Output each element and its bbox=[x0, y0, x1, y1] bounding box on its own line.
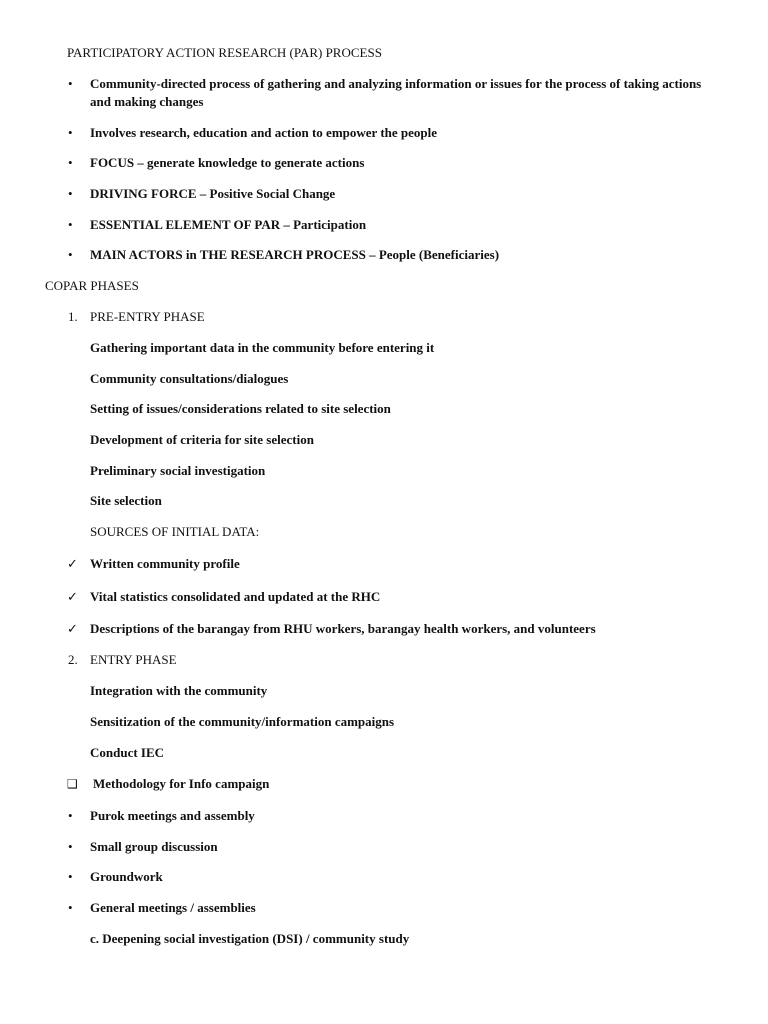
copar-title: COPAR PHASES bbox=[45, 278, 139, 293]
phase1-item-2: Community consultations/dialogues bbox=[90, 371, 289, 386]
par-bullet-5: ESSENTIAL ELEMENT OF PAR – Participation bbox=[90, 217, 367, 232]
par-bullet-4: DRIVING FORCE – Positive Social Change bbox=[90, 186, 336, 201]
phase1-item-4: Development of criteria for site selection bbox=[90, 432, 314, 447]
bullet: • bbox=[68, 155, 73, 170]
bullet: • bbox=[68, 125, 73, 140]
bullet: • bbox=[68, 900, 73, 915]
method-title: Methodology for Info campaign bbox=[93, 776, 270, 791]
phase2-item-3: Conduct IEC bbox=[90, 745, 165, 760]
method-item-1: Purok meetings and assembly bbox=[90, 808, 255, 823]
par-bullet-2: Involves research, education and action to empower the people bbox=[90, 125, 438, 140]
phase1-title: PRE-ENTRY PHASE bbox=[90, 309, 205, 324]
par-bullet-6: MAIN ACTORS in THE RESEARCH PROCESS – People (Beneficiaries) bbox=[90, 247, 500, 262]
bullet: • bbox=[68, 217, 73, 232]
bullet: • bbox=[68, 247, 73, 262]
source-item-1: Written community profile bbox=[90, 556, 240, 571]
phase2-number: 2. bbox=[68, 652, 78, 667]
method-item-2: Small group discussion bbox=[90, 839, 218, 854]
source-item-2: Vital statistics consolidated and updated at the RHC bbox=[90, 589, 381, 604]
par-bullet-3: FOCUS – generate knowledge to generate actions bbox=[90, 155, 365, 170]
bullet: • bbox=[68, 839, 73, 854]
bullet: • bbox=[68, 76, 73, 91]
bullet: • bbox=[68, 186, 73, 201]
method-item-3: Groundwork bbox=[90, 869, 163, 884]
source-item-3: Descriptions of the barangay from RHU workers, barangay health workers, and volunteers bbox=[90, 621, 596, 636]
sources-title: SOURCES OF INITIAL DATA: bbox=[90, 524, 260, 539]
method-item-4: General meetings / assemblies bbox=[90, 900, 256, 915]
phase1-item-5: Preliminary social investigation bbox=[90, 463, 266, 478]
checkmark-icon: ✓ bbox=[67, 556, 78, 571]
par-bullet-1: Community-directed process of gathering and analyzing information or issues for the process of taking actions and making changes bbox=[90, 76, 702, 109]
phase2-title: ENTRY PHASE bbox=[90, 652, 177, 667]
phase1-item-6: Site selection bbox=[90, 493, 162, 508]
phase1-item-1: Gathering important data in the community before entering it bbox=[90, 340, 435, 355]
phase2-item-2: Sensitization of the community/information campaigns bbox=[90, 714, 395, 729]
checkmark-icon: ✓ bbox=[67, 589, 78, 604]
phase2-item-1: Integration with the community bbox=[90, 683, 268, 698]
phase1-number: 1. bbox=[68, 309, 78, 324]
checkbox-square-icon: ❑ bbox=[67, 777, 78, 791]
bullet: • bbox=[68, 869, 73, 884]
page-title: PARTICIPATORY ACTION RESEARCH (PAR) PROCESS bbox=[67, 45, 382, 60]
phase1-item-3: Setting of issues/considerations related to site selection bbox=[90, 401, 391, 416]
bullet: • bbox=[68, 808, 73, 823]
phase3-line: c. Deepening social investigation (DSI) / community study bbox=[90, 931, 410, 946]
checkmark-icon: ✓ bbox=[67, 621, 78, 636]
